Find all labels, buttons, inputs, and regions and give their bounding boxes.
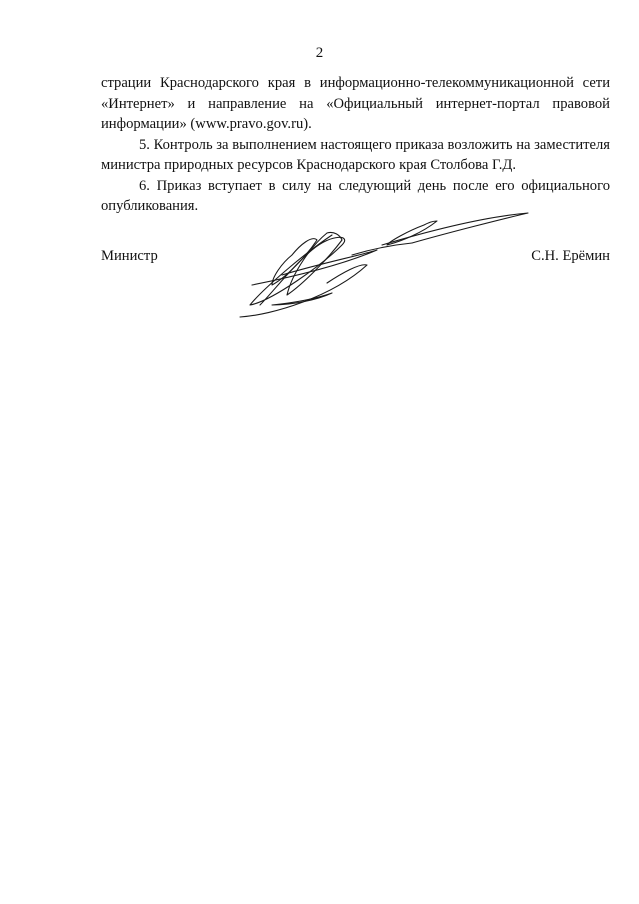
signature-stroke-loop-inner [287, 232, 342, 295]
signature-stroke-crossing [252, 250, 377, 285]
paragraph-item-5: 5. Контроль за выполнением настоящего приказа возложить на заместителя министра природных ресурсов Краснодарского края Столбова Г.Д. [101, 136, 610, 173]
signatory-name: С.Н. Ерёмин [531, 248, 610, 264]
signature-stroke-flourish-top [382, 213, 528, 245]
page-number: 2 [315, 45, 324, 61]
signatory-position: Министр [101, 248, 158, 264]
paragraph-continuation: страции Краснодарского края в информационно-телекоммуникационной сети «Интернет» и направление на «Официальный интернет-портал правовой информации» (www.pravo.gov.ru). [101, 75, 610, 132]
paragraph-item-6: 6. Приказ вступает в силу на следующий день после его официального опубликования. [101, 177, 610, 214]
signature-stroke-bottom-loop [272, 293, 332, 305]
signature-stroke-loop-middle [272, 239, 317, 285]
handwritten-signature-icon [232, 205, 532, 325]
signature-stroke-tail [240, 265, 367, 317]
document-body [101, 73, 610, 217]
